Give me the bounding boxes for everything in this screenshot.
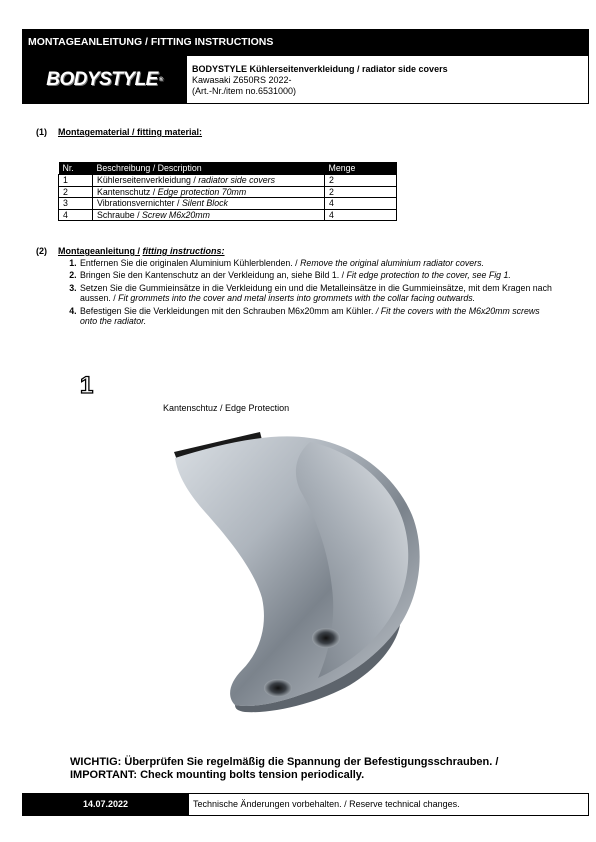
figure-number: 1	[80, 372, 94, 399]
footer-date: 14.07.2022	[22, 793, 189, 816]
table-row	[59, 186, 397, 198]
cell-description: Kühlerseitenverkleidung / radiator side covers	[93, 175, 325, 187]
cell-description: Kantenschutz / Edge protection 70mm	[93, 186, 325, 198]
col-header-qty: Menge	[325, 162, 397, 175]
cell-nr: 2	[59, 186, 93, 198]
list-item: 1. Entfernen Sie die originalen Aluminium Kühlerblenden. / Remove the original aluminium radiator covers.	[79, 258, 559, 269]
list-item: 4. Befestigen Sie die Verkleidungen mit den Schrauben M6x20mm am Kühler. / Fit the covers with the M6x20mm screws onto the radiator.	[79, 306, 559, 327]
mounting-hole-lower	[264, 679, 292, 697]
table-row	[59, 175, 397, 187]
instruction-steps	[60, 258, 559, 329]
radiator-cover-image	[150, 420, 440, 720]
safety-warning: WICHTIG: Überprüfen Sie regelmäßig die Spannung der Befestigungsschrauben. / IMPORTANT: Check mounting bolts tension periodically.	[70, 756, 499, 781]
cell-qty: 2	[325, 186, 397, 198]
edge-protection-callout: Kantenschtuz / Edge Protection	[163, 403, 290, 413]
product-name: BODYSTYLE Kühlerseitenverkleidung / radiator side covers	[192, 64, 448, 74]
list-item: 3. Setzen Sie die Gummieinsätze in die Verkleidung ein und die Metalleinsätze in die Gummieinsätze, mit dem Kragen nach aussen. / Fit grommets into the cover and metal inserts into grommets with the collar facing outwards.	[79, 283, 559, 304]
cell-description: Schraube / Screw M6x20mm	[93, 209, 325, 221]
item-number: (Art.-Nr./item no.6531000)	[192, 86, 297, 96]
col-header-nr: Nr.	[59, 162, 93, 175]
section-1-heading: (1) Montagematerial / fitting material:	[36, 127, 203, 137]
list-item: 2. Bringen Sie den Kantenschutz an der Verkleidung an, siehe Bild 1. / Fit edge protection to the cover, see Fig 1.	[79, 270, 559, 281]
vehicle-model: Kawasaki Z650RS 2022-	[192, 75, 292, 85]
table-row	[59, 198, 397, 210]
table-row	[59, 209, 397, 221]
section-2-heading: (2) Montageanleitung / fitting instructions:	[36, 246, 225, 256]
col-header-description: Beschreibung / Description	[93, 162, 325, 175]
footer-note: Technische Änderungen vorbehalten. / Reserve technical changes.	[193, 799, 460, 809]
cell-nr: 3	[59, 198, 93, 210]
bodystyle-logo: BODYSTYLE ®	[46, 69, 163, 90]
material-table	[58, 162, 397, 221]
cell-qty: 4	[325, 198, 397, 210]
cell-nr: 1	[59, 175, 93, 187]
cell-nr: 4	[59, 209, 93, 221]
product-info	[192, 64, 448, 97]
cell-qty: 4	[325, 209, 397, 221]
table-header	[59, 162, 397, 175]
mounting-hole-upper	[312, 628, 340, 648]
document-title: MONTAGEANLEITUNG / FITTING INSTRUCTIONS	[22, 29, 589, 56]
cell-description: Vibrationsvernichter / Silent Block	[93, 198, 325, 210]
cell-qty: 2	[325, 175, 397, 187]
